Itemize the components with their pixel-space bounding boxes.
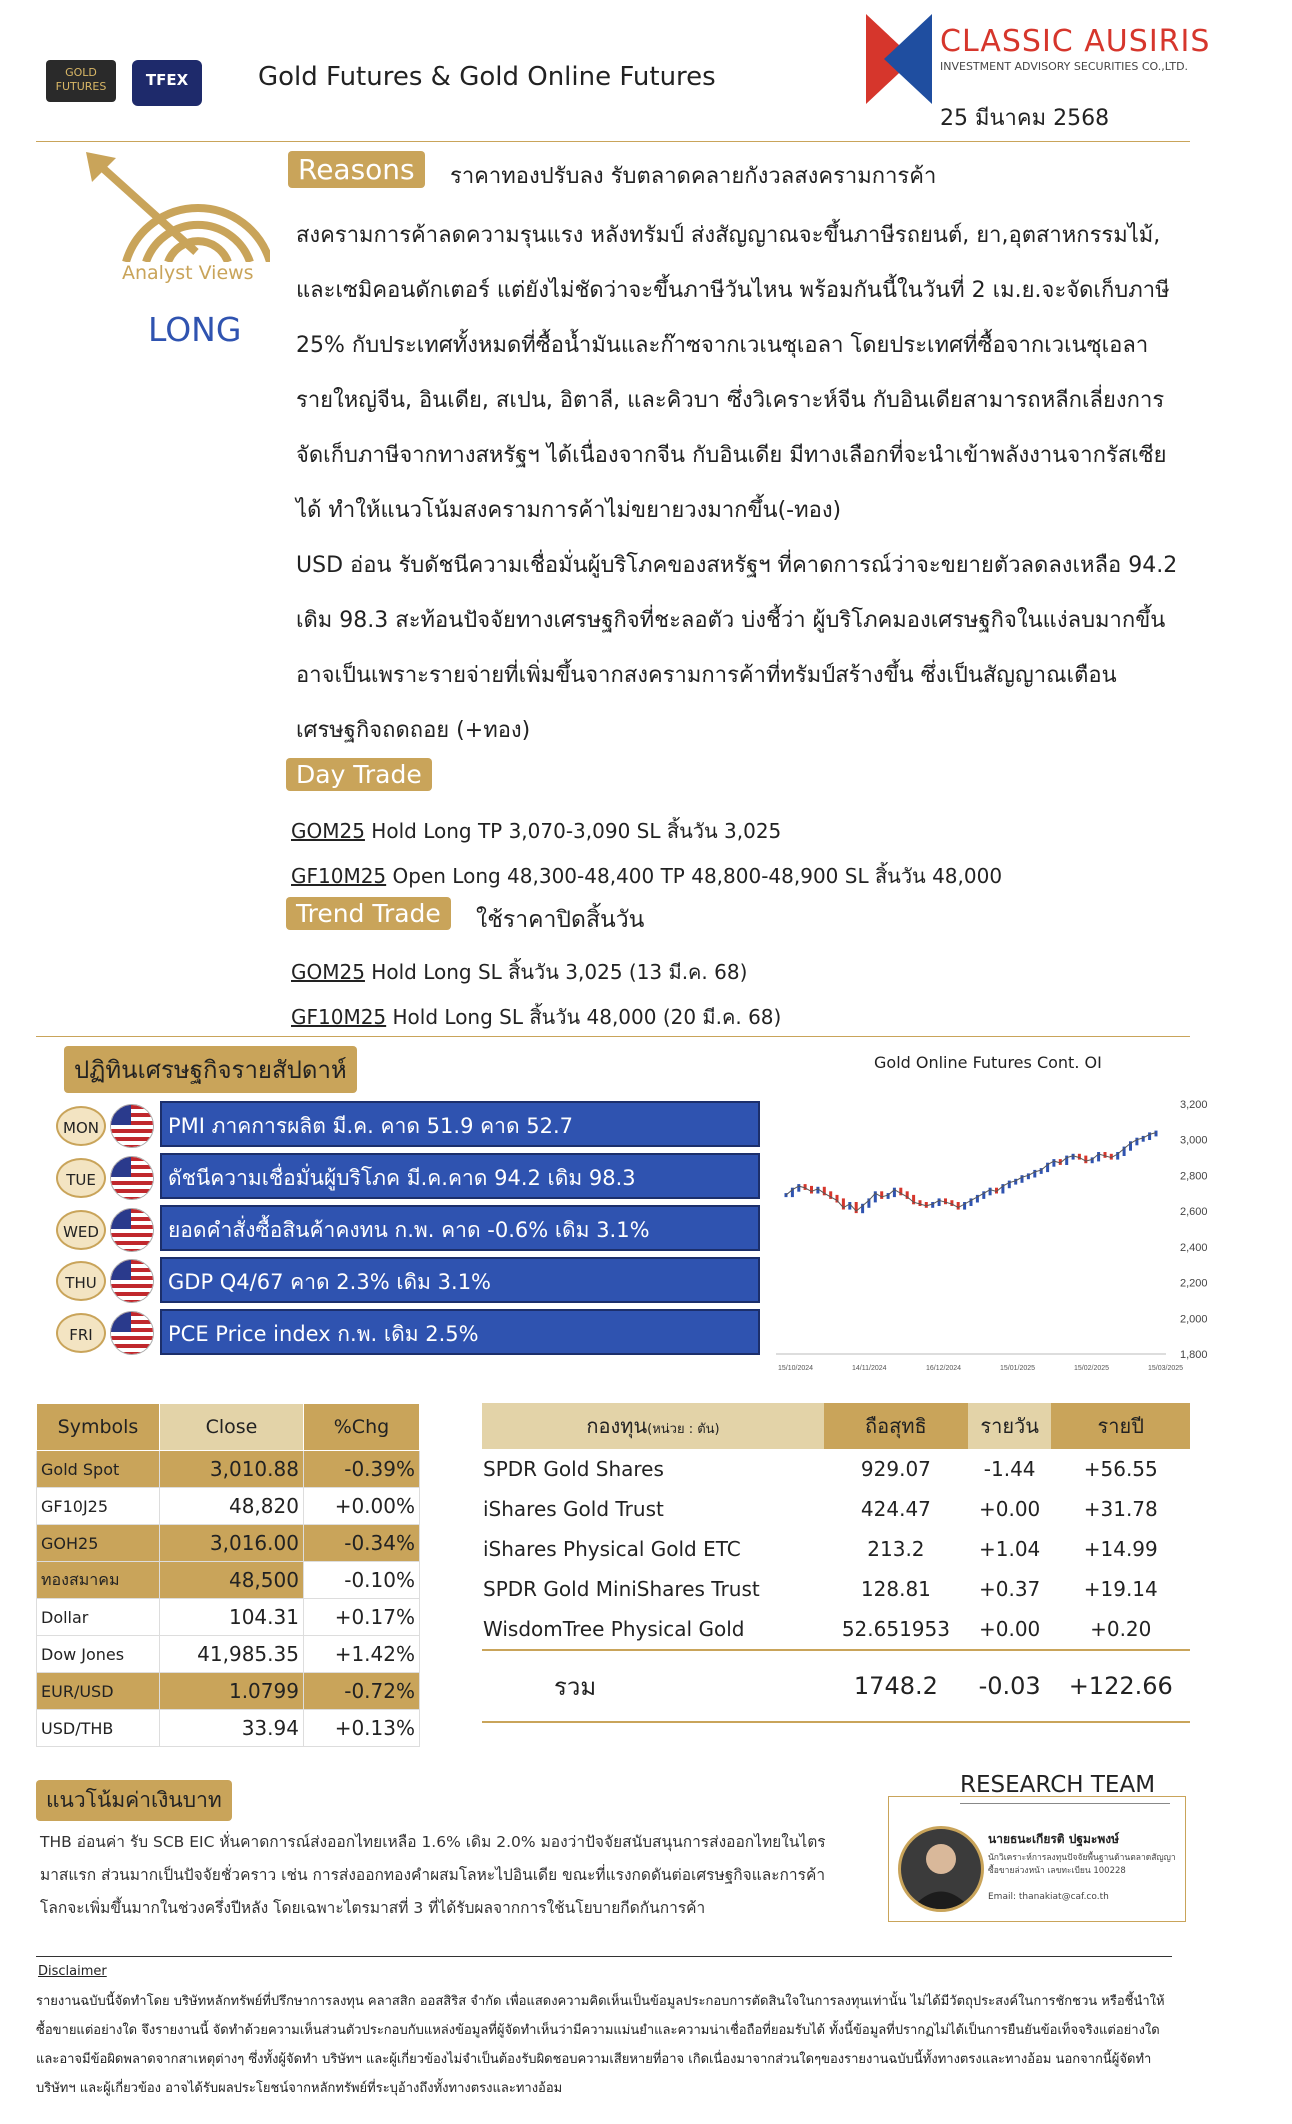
reasons-body <box>296 208 1236 758</box>
fund-name: WisdomTree Physical Gold <box>483 1617 745 1641</box>
calendar-row-tue: ดัชนีความเชื่อมั่นผู้บริโภค มี.ค.คาด 94.2 เดิม 98.3 <box>160 1153 760 1199</box>
calendar-row-thu: GDP Q4/67 คาด 2.3% เดิม 3.1% <box>160 1257 760 1303</box>
disclaimer-line: และอาจมีข้อผิดพลาดจากสาเหตุต่างๆ ซึ่งทั้งผู้จัดทำ บริษัทฯ และผู้เกี่ยวข้องไม่จำเป็นต้องรับผิดชอบความเสียหายที่อาจ เกิดเนื่องมาจากส่วนใดๆของรายงานฉบับนี้ทั้งทางตรงและทางอ้อม นอกจากนี้ผู้จัดทำ <box>36 2052 1152 2067</box>
trade-text: Open Long 48,300-48,400 TP 48,800-48,900 SL สิ้นวัน 48,000 <box>386 864 1003 888</box>
brand-name: CLASSIC AUSIRIS <box>940 24 1211 59</box>
table-row <box>37 1451 420 1488</box>
fund-header-unit: (หน่วย : ตัน) <box>647 1422 720 1437</box>
data-point <box>1021 1175 1024 1183</box>
reason-line: USD อ่อน รับดัชนีความเชื่อมั่นผู้บริโภคของสหรัฐฯ ที่คาดการณ์ว่าจะขยายตัวลดลงเหลือ 94.2 <box>296 553 1178 578</box>
data-point <box>925 1202 928 1208</box>
table-row <box>37 1673 420 1710</box>
disclaimer-body <box>36 1987 1186 2103</box>
fund-holding: 128.81 <box>860 1577 931 1601</box>
symbol-name: GOH25 <box>37 1525 160 1562</box>
trend-trade-tag: Trend Trade <box>286 897 451 930</box>
symbol-chg: -0.34% <box>303 1525 419 1562</box>
target-arrow-icon <box>86 152 270 262</box>
col-yearly: รายปี <box>1051 1403 1190 1449</box>
research-team-title: RESEARCH TEAM <box>960 1772 1156 1798</box>
gold-logo-text: GOLD FUTURES <box>55 66 107 93</box>
reason-line: เศรษฐกิจถดถอย (+ทอง) <box>296 718 531 743</box>
symbol-close: 3,016.00 <box>160 1525 304 1562</box>
symbol-chg: +0.13% <box>303 1710 419 1747</box>
analyst-avatar <box>898 1826 984 1912</box>
day-badge-wed: WED <box>56 1210 106 1250</box>
y-tick-label: 2,000 <box>1180 1313 1208 1326</box>
contract-code: GF10M25 <box>291 1005 387 1029</box>
table-row <box>482 1609 1190 1650</box>
symbol-chg: -0.72% <box>303 1673 419 1710</box>
fund-name: SPDR Gold MiniShares Trust <box>483 1577 760 1601</box>
total-yearly: +122.66 <box>1068 1672 1173 1700</box>
trend-trade-item <box>291 956 747 988</box>
analyst-email: Email: thanakiat@caf.co.th <box>988 1892 1109 1902</box>
fund-name: iShares Physical Gold ETC <box>483 1537 741 1561</box>
table-row <box>37 1562 420 1599</box>
x-tick-label: 15/10/2024 <box>778 1365 814 1372</box>
data-point <box>816 1187 819 1194</box>
table-row <box>37 1636 420 1673</box>
symbol-chg: -0.39% <box>303 1451 419 1488</box>
symbol-name: EUR/USD <box>37 1673 160 1710</box>
brand-subtitle: INVESTMENT ADVISORY SECURITIES CO.,LTD. <box>940 60 1189 73</box>
symbol-close: 1.0799 <box>160 1673 304 1710</box>
data-point <box>989 1188 992 1196</box>
fund-daily: -1.44 <box>983 1457 1036 1481</box>
symbol-close: 48,820 <box>160 1488 304 1525</box>
reason-line: รายใหญ่จีน, อินเดีย, สเปน, อิตาลี, และคิวบา ซึ่งวิเคราะห์จีน กับอินเดียสามารถหลีกเลี่ยงการ <box>296 388 1165 413</box>
symbols-table <box>36 1403 420 1747</box>
symbol-name: Dollar <box>37 1599 160 1636</box>
reason-line: 25% กับประเทศทั้งหมดที่ซื้อน้ำมันและก๊าซจากเวเนซุเอลา โดยประเทศที่ซื้อจากเวเนซุเอลา <box>296 333 1149 358</box>
gold-futures-logo <box>46 60 116 102</box>
contract-code: GOM25 <box>291 819 365 843</box>
us-flag-icon <box>110 1259 154 1303</box>
symbol-name: ทองสมาคม <box>37 1562 160 1599</box>
calendar-row-mon: PMI ภาคการผลิต มี.ค. คาด 51.9 คาด 52.7 <box>160 1101 760 1147</box>
us-flag-icon <box>110 1104 154 1148</box>
table-row <box>482 1529 1190 1569</box>
symbol-name: GF10J25 <box>37 1488 160 1525</box>
day-badge-tue: TUE <box>56 1158 106 1198</box>
symbol-close: 104.31 <box>160 1599 304 1636</box>
section-divider <box>36 1036 1190 1037</box>
col-chg: %Chg <box>303 1404 419 1451</box>
baht-outlook-body <box>40 1826 880 1925</box>
data-point <box>1084 1156 1087 1164</box>
day-trade-tag: Day Trade <box>286 758 432 791</box>
trade-text: Hold Long SL สิ้นวัน 48,000 (20 มี.ค. 68) <box>386 1005 782 1029</box>
reason-line: สงครามการค้าลดความรุนแรง หลังทรัมป์ ส่งสัญญาณจะขึ้นภาษีรถยนต์, ยา,อุตสาหกรรมไม้, <box>296 223 1161 248</box>
fund-yearly: +56.55 <box>1083 1457 1158 1481</box>
disclaimer-title: Disclaimer <box>38 1964 107 1979</box>
symbol-chg: +1.42% <box>303 1636 419 1673</box>
data-point <box>1072 1154 1075 1160</box>
tfex-logo-text: TFEX <box>145 71 189 89</box>
data-point <box>1097 1152 1100 1161</box>
footer-divider <box>36 1956 1172 1957</box>
data-point <box>1033 1170 1036 1178</box>
tfex-logo <box>132 60 202 106</box>
disclaimer-line: ซื้อขายแต่อย่างใด จึงรายงานนี้ จัดทำด้วยความเห็นส่วนตัวประกอบกับแหล่งข้อมูลที่ผู้จัดทำเห็นว่ามีความแม่นยำและความน่าเชื่อถือที่ยอมรับได้ ทั้งนี้ข้อมูลที่ปรากฏไม่ได้เป็นการยืนยันข้อเท็จจริงแต่อย่างใด <box>36 2023 1160 2038</box>
table-row <box>37 1488 420 1525</box>
fund-yearly: +14.99 <box>1083 1537 1158 1561</box>
fund-yearly: +0.20 <box>1090 1617 1152 1641</box>
y-tick-label: 3,200 <box>1180 1099 1208 1111</box>
analyst-views-label: Analyst Views <box>122 262 254 284</box>
data-point <box>810 1186 813 1194</box>
baht-line: มาสแรก ส่วนมากเป็นปัจจัยชั่วคราว เช่น การส่งออกทองคำผสมโลหะไปอินเดีย ขณะที่แรงกดดันต่อเศรษฐกิจและการค้า <box>40 1866 826 1884</box>
trade-text: Hold Long TP 3,070-3,090 SL สิ้นวัน 3,025 <box>364 819 782 843</box>
day-trade-item <box>291 815 781 847</box>
day-badge-thu: THU <box>56 1261 106 1301</box>
symbol-name: Gold Spot <box>37 1451 160 1488</box>
table-row <box>37 1710 420 1747</box>
data-point <box>880 1191 883 1199</box>
fund-holding: 213.2 <box>867 1537 925 1561</box>
x-tick-label: 15/02/2025 <box>1074 1365 1110 1372</box>
symbol-chg: -0.10% <box>303 1562 419 1599</box>
funds-table <box>482 1403 1190 1723</box>
table-row <box>482 1489 1190 1529</box>
analyst-role: นักวิเคราะห์การลงทุนปัจจัยพื้นฐานด้านตลาดสัญญาซื้อขายล่วงหน้า เลขทะเบียน 100228 <box>988 1853 1176 1876</box>
symbol-close: 41,985.35 <box>160 1636 304 1673</box>
data-point <box>938 1198 941 1206</box>
contract-code: GF10M25 <box>291 864 387 888</box>
fund-daily: +0.37 <box>978 1577 1041 1601</box>
trade-text: Hold Long SL สิ้นวัน 3,025 (13 มี.ค. 68) <box>364 960 748 984</box>
fund-header-name: กองทุน <box>586 1414 648 1438</box>
reason-line: ได้ ทำให้แนวโน้มสงครามการค้าไม่ขยายวงมากขึ้น(-ทอง) <box>296 498 842 523</box>
calendar-title: ปฏิทินเศรษฐกิจรายสัปดาห์ <box>64 1046 357 1093</box>
analyst-view-value: LONG <box>148 310 242 349</box>
day-badge-fri: FRI <box>56 1313 106 1353</box>
x-tick-label: 15/01/2025 <box>1000 1365 1036 1372</box>
symbol-name: USD/THB <box>37 1710 160 1747</box>
y-tick-label: 2,600 <box>1180 1206 1208 1219</box>
table-row <box>482 1449 1190 1489</box>
us-flag-icon <box>110 1208 154 1252</box>
data-point <box>1052 1159 1055 1167</box>
data-point <box>1148 1132 1151 1140</box>
total-label: รวม <box>554 1672 597 1701</box>
table-row <box>482 1569 1190 1609</box>
calendar-row-wed: ยอดคำสั่งซื้อสินค้าคงทน ก.พ. คาด -0.6% เดิม 3.1% <box>160 1205 760 1251</box>
data-point <box>1155 1131 1158 1137</box>
symbol-chg: +0.17% <box>303 1599 419 1636</box>
header-divider <box>36 141 1190 142</box>
baht-line: โลกจะเพิ่มขึ้นมากในช่วงครึ่งปีหลัง โดยเฉพาะไตรมาสที่ 3 ที่ได้รับผลจากการใช้นโยบายกีดกันการค้า <box>40 1899 706 1917</box>
reason-line: และเซมิคอนดักเตอร์ แต่ยังไม่ชัดว่าจะขึ้นภาษีวันไหน พร้อมกันนี้ในวันที่ 2 เม.ย.จะจัดเก็บภาษี <box>296 278 1170 303</box>
symbol-close: 3,010.88 <box>160 1451 304 1488</box>
oi-line-chart <box>770 1090 1240 1380</box>
reasons-headline: ราคาทองปรับลง รับตลาดคลายกังวลสงครามการค้า <box>450 164 937 189</box>
symbols-header-row <box>37 1404 420 1451</box>
x-tick-label: 16/12/2024 <box>926 1365 962 1372</box>
calendar-row-fri: PCE Price index ก.พ. เดิม 2.5% <box>160 1309 760 1355</box>
disclaimer-line: บริษัทฯ และผู้เกี่ยวข้อง อาจได้รับผลประโยชน์จากหลักทรัพย์ที่ระบุอ้างถึงทั้งทางตรงและทางอ้อม <box>36 2081 563 2096</box>
fund-name: SPDR Gold Shares <box>483 1457 664 1481</box>
col-close: Close <box>160 1404 304 1451</box>
baht-line: THB อ่อนค่า รับ SCB EIC หั่นคาดการณ์ส่งออกไทยเหลือ 1.6% เดิม 2.0% มองว่าปัจจัยสนับสนุนการส่งออกไทยในไตร <box>40 1833 826 1851</box>
y-tick-label: 2,800 <box>1180 1170 1208 1183</box>
baht-outlook-tag: แนวโน้มค่าเงินบาท <box>36 1780 232 1821</box>
data-point <box>957 1202 960 1210</box>
fund-yearly: +31.78 <box>1083 1497 1158 1521</box>
data-point <box>1104 1152 1107 1158</box>
data-point <box>944 1198 947 1204</box>
fund-name: iShares Gold Trust <box>483 1497 664 1521</box>
funds-total-row <box>482 1650 1190 1722</box>
us-flag-icon <box>110 1311 154 1355</box>
fund-daily: +0.00 <box>978 1617 1041 1641</box>
col-net-holding: ถือสุทธิ <box>824 1403 968 1449</box>
report-title: Gold Futures & Gold Online Futures <box>258 62 716 92</box>
symbol-close: 33.94 <box>160 1710 304 1747</box>
data-point <box>1008 1181 1011 1189</box>
data-point <box>893 1188 896 1197</box>
fund-holding: 929.07 <box>860 1457 931 1481</box>
trend-trade-item <box>291 1001 781 1033</box>
day-badge-mon: MON <box>56 1106 106 1146</box>
fund-daily: +1.04 <box>978 1537 1041 1561</box>
y-tick-label: 1,800 <box>1180 1349 1208 1361</box>
table-row <box>37 1525 420 1562</box>
data-point <box>797 1184 800 1192</box>
contract-code: GOM25 <box>291 960 365 984</box>
y-tick-label: 2,400 <box>1180 1241 1208 1254</box>
trend-trade-note: ใช้ราคาปิดสิ้นวัน <box>476 907 645 933</box>
y-tick-label: 3,000 <box>1180 1134 1208 1147</box>
fund-daily: +0.00 <box>978 1497 1041 1521</box>
fund-holding: 424.47 <box>860 1497 931 1521</box>
brand-logo-mark <box>866 14 932 104</box>
reasons-tag: Reasons <box>288 151 425 188</box>
col-fund <box>482 1403 824 1449</box>
symbol-chg: +0.00% <box>303 1488 419 1525</box>
x-tick-label: 15/03/2025 <box>1148 1365 1184 1372</box>
table-row <box>37 1599 420 1636</box>
reason-line: อาจเป็นเพราะรายจ่ายที่เพิ่มขึ้นจากสงครามการค้าที่ทรัมป์สร้างขึ้น ซึ่งเป็นสัญญาณเตือน <box>296 663 1117 688</box>
total-holding: 1748.2 <box>853 1672 938 1700</box>
y-tick-label: 2,200 <box>1180 1277 1208 1290</box>
fund-yearly: +19.14 <box>1083 1577 1158 1601</box>
chart-title: Gold Online Futures Cont. OI <box>874 1053 1102 1072</box>
disclaimer-line: รายงานฉบับนี้จัดทำโดย บริษัทหลักทรัพย์ที่ปรึกษาการลงทุน คลาสสิก ออสสิริส จำกัด เพื่อแสดงความคิดเห็นเป็นข้อมูลประกอบการตัดสินใจในการลงทุนเท่านั้น ไม่ได้มีวัตถุประสงค์ในการชักชวน หรือชี้นำให้ <box>36 1994 1165 2009</box>
reason-line: เดิม 98.3 สะท้อนปัจจัยทางเศรษฐกิจที่ชะลอตัว บ่งชี้ว่า ผู้บริโภคมองเศรษฐกิจในแง่ลบมากขึ้น <box>296 608 1166 633</box>
reason-line: จัดเก็บภาษีจากทางสหรัฐฯ ได้เนื่องจากจีน กับอินเดีย มีทางเลือกที่จะนำเข้าพลังงานจากรัสเซีย <box>296 443 1167 468</box>
col-symbols: Symbols <box>37 1404 160 1451</box>
fund-holding: 52.651953 <box>841 1617 950 1641</box>
us-flag-icon <box>110 1156 154 1200</box>
analyst-name: นายธนะเกียรติ ปฐมะพงษ์ <box>988 1832 1120 1846</box>
funds-header-row <box>482 1403 1190 1449</box>
x-tick-label: 14/11/2024 <box>852 1365 887 1372</box>
day-trade-item <box>291 860 1002 892</box>
data-point <box>919 1200 922 1206</box>
report-date: 25 มีนาคม 2568 <box>940 106 1110 131</box>
col-daily: รายวัน <box>968 1403 1052 1449</box>
symbol-close: 48,500 <box>160 1562 304 1599</box>
total-daily: -0.03 <box>978 1672 1041 1700</box>
symbol-name: Dow Jones <box>37 1636 160 1673</box>
data-point <box>1135 1138 1138 1146</box>
